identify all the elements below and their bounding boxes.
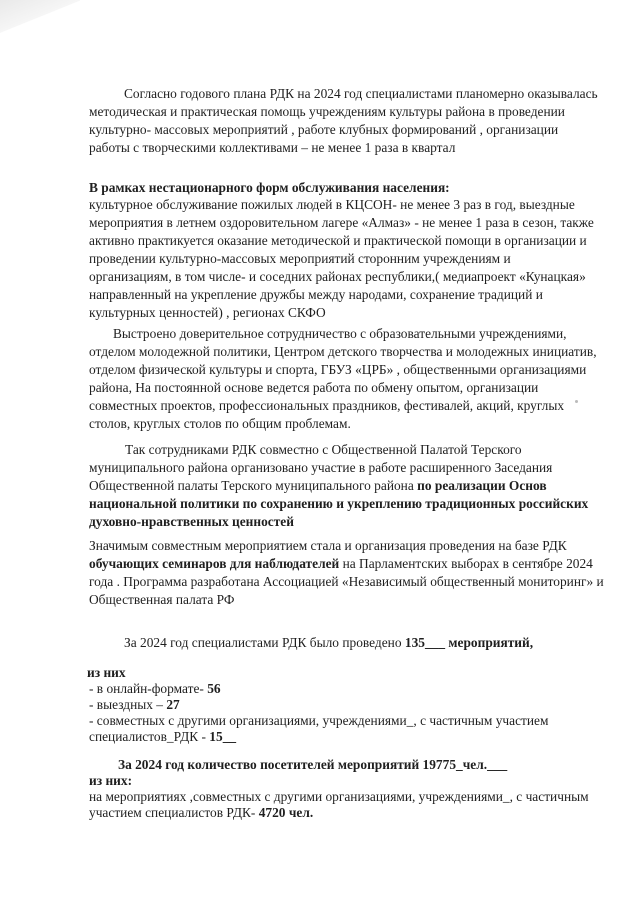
- paragraph-3-line-1: Выстроено доверительное сотрудничество с образовательными учреждениями,: [113, 326, 567, 341]
- events-total-text: За 2024 год специалистами РДК было проведено: [124, 635, 405, 650]
- joint-events-label: специалистов_РДК -: [89, 729, 210, 744]
- visitors-joint-line-1: на мероприятиях ,совместных с другими организациями, учреждениями_, с частичным: [89, 789, 589, 804]
- paragraph-3-line-3: отделом физической культуры и спорта, ГБУЗ «ЦРБ» , общественными организациями: [89, 362, 587, 377]
- paragraph-4-line-5: духовно-нравственных ценностей: [89, 514, 294, 529]
- paragraph-4-line-3-emphasis: по реализации Основ: [417, 478, 547, 493]
- joint-events-line-2: [89, 728, 609, 746]
- paragraph-5-line-2-emphasis: обучающих семинаров для наблюдателей: [89, 556, 340, 571]
- paragraph-3-line-5: совместных проектов, профессиональных праздников, фестивалей, акций, круглых: [89, 398, 565, 413]
- paragraph-4-line-1: Так сотрудниками РДК совместно с Общественной Палатой Терского: [125, 442, 522, 457]
- paragraph-5-line-2: [89, 555, 609, 573]
- paragraph-2-line-1: культурное обслуживание пожилых людей в КЦСОН- не менее 3 раз в год, выездные: [89, 197, 575, 212]
- visitors-joint-line-2: [89, 804, 609, 822]
- events-total-line: [124, 634, 637, 652]
- paragraph-5-line-4: Общественная палата РФ: [89, 592, 235, 607]
- scan-dot: [575, 400, 578, 403]
- paragraph-1-line-3: культурно- массовых мероприятий , работе клубных формирований , организации: [89, 122, 559, 137]
- paragraph-2-line-4: проведении культурно-массовых мероприятий сторонним учреждениям и: [89, 251, 511, 266]
- paragraph-5-line-2-text: на Парламентских выборах в сентябре 2024: [339, 556, 593, 571]
- visitors-joint-value: 4720 чел.: [258, 805, 314, 820]
- visitors-total-line: За 2024 год количество посетителей мероприятий 19775_чел.___: [118, 757, 508, 772]
- paragraph-5-line-3: года . Программа разработана Ассоциацией «Независимый общественный мониторинг» и: [89, 574, 604, 589]
- online-events-value: 56: [207, 681, 221, 696]
- field-events-value: 27: [166, 697, 180, 712]
- paragraph-1-line-1: Согласно годового плана РДК на 2024 год специалистами планомерно оказывалась: [124, 86, 598, 101]
- paragraph-1-line-2: методическая и практическая помощь учреждениям культуры района в проведении: [89, 104, 565, 119]
- paragraph-1-line-4: работы с творческими коллективами – не менее 1 раза в квартал: [89, 140, 456, 155]
- paragraph-4-line-4: национальной политики по сохранению и укреплению традиционных российских: [89, 496, 589, 511]
- joint-events-line-1: - совместных с другими организациями, учреждениями_, с частичным участием: [89, 713, 549, 728]
- paragraph-3-line-2: отделом молодежной политики, Центром детского творчества и молодежных инициатив,: [89, 344, 597, 359]
- paragraph-2-line-7: культурных ценностей) , регионах СКФО: [89, 305, 326, 320]
- paragraph-2-line-3: активно практикуется оказание методической и практической помощи в организации и: [89, 233, 587, 248]
- online-events-label: - в онлайн-формате-: [89, 681, 208, 696]
- scan-fold-artifact: [0, 0, 80, 40]
- paragraph-4-line-3-text: Общественной палаты Терского муниципального района: [89, 478, 418, 493]
- joint-events-value: 15__: [209, 729, 237, 744]
- events-total-value: 135___ мероприятий,: [404, 635, 534, 650]
- paragraph-4-line-2: муниципального района организовано участие в работе расширенного Заседания: [89, 460, 553, 475]
- paragraph-2-line-6: направленный на укрепление дружбы между народами, сохранение традиций и: [89, 287, 543, 302]
- paragraph-2-line-5: организациям, в том числе- и соседних районах республики,( медиапроект «Кунацкая»: [89, 269, 586, 284]
- paragraph-2-heading: В рамках нестационарного форм обслуживания населения:: [89, 180, 450, 195]
- paragraph-4-line-3: [89, 477, 609, 495]
- visitors-joint-label: участием специалистов РДК-: [89, 805, 259, 820]
- paragraph-2-line-2: мероприятия в летнем оздоровительном лагере «Алмаз» - не менее 1 раза в сезон, также: [89, 215, 594, 230]
- of-them-label: из них: [87, 665, 126, 680]
- paragraph-3-line-6: столов, круглых столов по общим проблемам.: [89, 416, 351, 431]
- paragraph-3-line-4: района, На постоянной основе ведется работа по обмену опытом, организации: [89, 380, 539, 395]
- of-them-visitors-label: из них:: [89, 773, 133, 788]
- field-events-label: - выездных –: [89, 697, 167, 712]
- paragraph-5-line-1: Значимым совместным мероприятием стала и организация проведения на базе РДК: [89, 538, 567, 553]
